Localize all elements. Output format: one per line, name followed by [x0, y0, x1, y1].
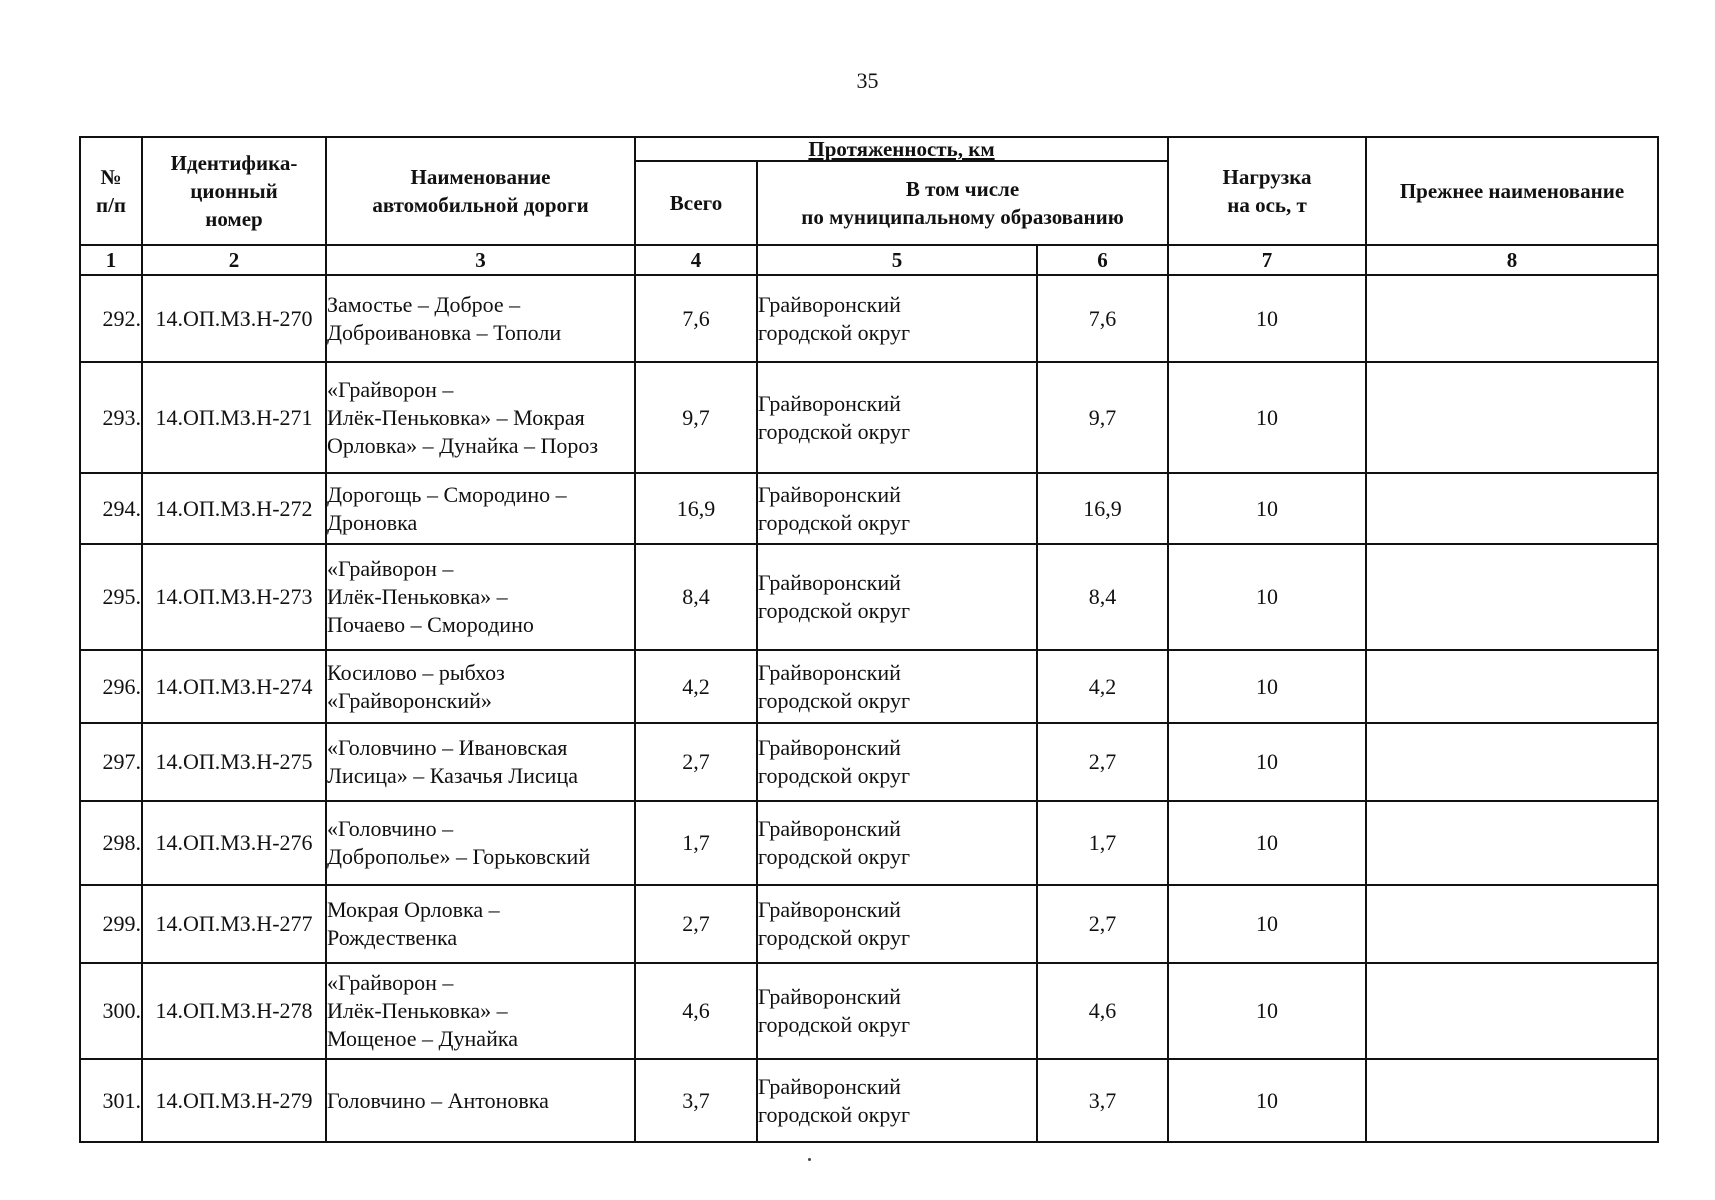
column-number: 8 [1366, 245, 1658, 275]
cell-id-number: 14.ОП.МЗ.Н-276 [142, 801, 326, 885]
cell-total-length: 7,6 [635, 275, 757, 362]
cell-former-name [1366, 544, 1658, 650]
cell-municipality-length: 4,6 [1037, 963, 1168, 1059]
cell-total-length: 4,2 [635, 650, 757, 723]
cell-road-name: Косилово – рыбхоз «Грайворонский» [326, 650, 635, 723]
cell-row-number: 292. [80, 275, 142, 362]
header-length: Протяженность, км [635, 137, 1168, 161]
header-including: В том числе по муниципальному образованию [757, 161, 1168, 245]
page-number: 35 [856, 68, 879, 93]
cell-axle-load: 10 [1168, 473, 1366, 544]
cell-row-number: 298. [80, 801, 142, 885]
table-row [80, 473, 1658, 544]
cell-row-number: 299. [80, 885, 142, 963]
table-row [80, 801, 1658, 885]
cell-former-name [1366, 473, 1658, 544]
cell-municipality: Грайворонский городской округ [757, 963, 1037, 1059]
cell-row-number: 301. [80, 1059, 142, 1142]
cell-total-length: 9,7 [635, 362, 757, 473]
cell-municipality-length: 1,7 [1037, 801, 1168, 885]
cell-row-number: 295. [80, 544, 142, 650]
table-row [80, 650, 1658, 723]
cell-former-name [1366, 275, 1658, 362]
cell-axle-load: 10 [1168, 275, 1366, 362]
cell-municipality: Грайворонский городской округ [757, 473, 1037, 544]
cell-road-name: Дорогощь – Смородино – Дроновка [326, 473, 635, 544]
cell-municipality-length: 4,2 [1037, 650, 1168, 723]
cell-id-number: 14.ОП.МЗ.Н-277 [142, 885, 326, 963]
column-number: 1 [80, 245, 142, 275]
header-num: № п/п [80, 137, 142, 245]
cell-row-number: 294. [80, 473, 142, 544]
table-row [80, 275, 1658, 362]
column-number: 4 [635, 245, 757, 275]
cell-municipality: Грайворонский городской округ [757, 1059, 1037, 1142]
cell-road-name: «Грайворон – Илёк-Пеньковка» – Мощеное – Дунайка [326, 963, 635, 1059]
cell-total-length: 2,7 [635, 885, 757, 963]
column-number: 6 [1037, 245, 1168, 275]
cell-id-number: 14.ОП.МЗ.Н-272 [142, 473, 326, 544]
cell-id-number: 14.ОП.МЗ.Н-275 [142, 723, 326, 801]
cell-axle-load: 10 [1168, 885, 1366, 963]
cell-road-name: «Грайворон – Илёк-Пеньковка» – Почаево – Смородино [326, 544, 635, 650]
header-total: Всего [635, 161, 757, 245]
table-row [80, 885, 1658, 963]
cell-municipality-length: 8,4 [1037, 544, 1168, 650]
scan-speck [808, 1158, 811, 1161]
cell-municipality: Грайворонский городской округ [757, 723, 1037, 801]
cell-municipality-length: 16,9 [1037, 473, 1168, 544]
table-header [80, 137, 1658, 275]
cell-municipality-length: 9,7 [1037, 362, 1168, 473]
cell-row-number: 293. [80, 362, 142, 473]
cell-id-number: 14.ОП.МЗ.Н-279 [142, 1059, 326, 1142]
cell-road-name: «Грайворон – Илёк-Пеньковка» – Мокрая Орловка» – Дунайка – Пороз [326, 362, 635, 473]
column-number: 5 [757, 245, 1037, 275]
cell-former-name [1366, 963, 1658, 1059]
cell-former-name [1366, 723, 1658, 801]
cell-municipality-length: 2,7 [1037, 885, 1168, 963]
cell-id-number: 14.ОП.МЗ.Н-278 [142, 963, 326, 1059]
cell-municipality-length: 3,7 [1037, 1059, 1168, 1142]
cell-former-name [1366, 362, 1658, 473]
cell-axle-load: 10 [1168, 650, 1366, 723]
cell-row-number: 300. [80, 963, 142, 1059]
cell-total-length: 1,7 [635, 801, 757, 885]
cell-axle-load: 10 [1168, 1059, 1366, 1142]
cell-id-number: 14.ОП.МЗ.Н-271 [142, 362, 326, 473]
cell-axle-load: 10 [1168, 362, 1366, 473]
table-row [80, 544, 1658, 650]
cell-road-name: «Головчино – Доброполье» – Горьковский [326, 801, 635, 885]
cell-axle-load: 10 [1168, 801, 1366, 885]
cell-former-name [1366, 650, 1658, 723]
roads-table [79, 136, 1659, 1143]
header-axle-load: Нагрузка на ось, т [1168, 137, 1366, 245]
cell-municipality: Грайворонский городской округ [757, 544, 1037, 650]
table-row [80, 362, 1658, 473]
header-id: Идентифика- ционный номер [142, 137, 326, 245]
cell-former-name [1366, 885, 1658, 963]
cell-municipality: Грайворонский городской округ [757, 650, 1037, 723]
cell-row-number: 296. [80, 650, 142, 723]
cell-id-number: 14.ОП.МЗ.Н-273 [142, 544, 326, 650]
cell-axle-load: 10 [1168, 723, 1366, 801]
table-row [80, 963, 1658, 1059]
cell-municipality-length: 7,6 [1037, 275, 1168, 362]
cell-former-name [1366, 1059, 1658, 1142]
cell-axle-load: 10 [1168, 544, 1366, 650]
cell-road-name: «Головчино – Ивановская Лисица» – Казачья Лисица [326, 723, 635, 801]
cell-municipality: Грайворонский городской округ [757, 275, 1037, 362]
cell-municipality: Грайворонский городской округ [757, 801, 1037, 885]
cell-municipality: Грайворонский городской округ [757, 362, 1037, 473]
cell-total-length: 8,4 [635, 544, 757, 650]
cell-row-number: 297. [80, 723, 142, 801]
header-former-name: Прежнее наименование [1366, 137, 1658, 245]
cell-total-length: 16,9 [635, 473, 757, 544]
cell-road-name: Замостье – Доброе – Доброивановка – Тополи [326, 275, 635, 362]
cell-municipality-length: 2,7 [1037, 723, 1168, 801]
table-row [80, 723, 1658, 801]
cell-id-number: 14.ОП.МЗ.Н-274 [142, 650, 326, 723]
header-road-name: Наименование автомобильной дороги [326, 137, 635, 245]
cell-total-length: 3,7 [635, 1059, 757, 1142]
column-number: 7 [1168, 245, 1366, 275]
cell-road-name: Мокрая Орловка – Рождественка [326, 885, 635, 963]
table-row [80, 1059, 1658, 1142]
cell-former-name [1366, 801, 1658, 885]
cell-total-length: 2,7 [635, 723, 757, 801]
cell-municipality: Грайворонский городской округ [757, 885, 1037, 963]
table-body [80, 275, 1658, 1142]
cell-axle-load: 10 [1168, 963, 1366, 1059]
column-number: 3 [326, 245, 635, 275]
cell-id-number: 14.ОП.МЗ.Н-270 [142, 275, 326, 362]
column-numbers-row [80, 245, 1658, 275]
cell-road-name: Головчино – Антоновка [326, 1059, 635, 1142]
cell-total-length: 4,6 [635, 963, 757, 1059]
column-number: 2 [142, 245, 326, 275]
